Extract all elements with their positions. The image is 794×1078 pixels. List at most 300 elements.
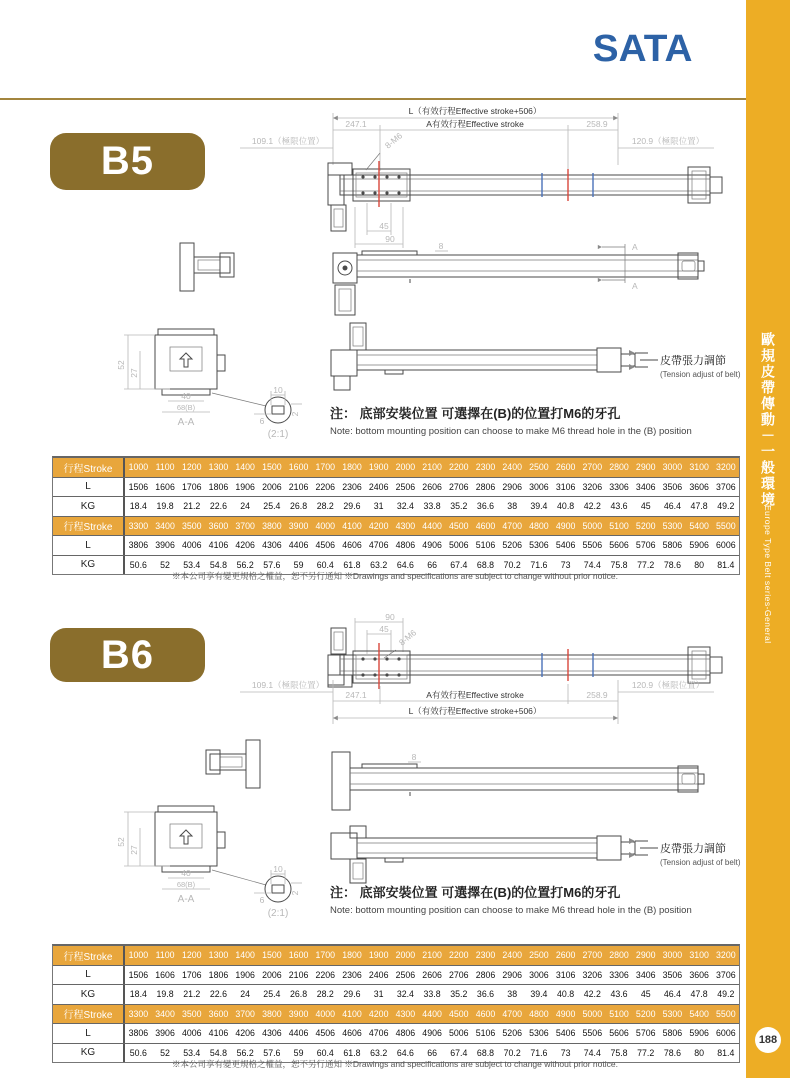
table-cell: 50.6	[129, 1047, 147, 1058]
table-cell: 4600	[475, 520, 496, 531]
table-cell: 5100	[609, 520, 629, 531]
dim-68b: 68(B)	[176, 403, 196, 412]
table-cell: 5300	[662, 520, 683, 531]
note-cn: 注： 底部安裝位置 可選擇在(B)的位置打M6的牙孔	[330, 885, 621, 900]
tension-label-cn: 皮帶張力調節	[660, 843, 726, 855]
table-cell: 77.2	[637, 1047, 655, 1058]
table-cell: 4906	[422, 1028, 442, 1039]
dim-40: 40	[181, 868, 191, 878]
table-cell: 50.6	[129, 559, 147, 570]
table-cell: 3106	[555, 969, 576, 980]
table-cell: 63.2	[370, 1047, 388, 1058]
table-cell: 1400	[235, 950, 255, 961]
table-cell: 35.2	[450, 501, 468, 512]
table-cell: 5306	[529, 1028, 549, 1039]
table-row-header	[53, 946, 739, 965]
table-cell: 3300	[128, 1008, 149, 1019]
table-cell: 4706	[368, 1028, 389, 1039]
table-cell: 5006	[449, 540, 469, 551]
table-cell: 4900	[555, 520, 576, 531]
table-cell: 52	[160, 559, 170, 570]
row-label: KG	[53, 985, 125, 1004]
table-cell: 1906	[235, 481, 255, 492]
table-cell: 66	[427, 1047, 437, 1058]
b6-section-view	[116, 806, 302, 919]
table-cell: 25.4	[263, 989, 281, 1000]
table-cell: 1806	[208, 481, 229, 492]
table-cell: 1906	[235, 969, 255, 980]
dim-8: 8	[438, 241, 444, 251]
table-cell: 78.6	[663, 559, 681, 570]
table-cell: 4500	[449, 520, 469, 531]
table-cell: 2600	[555, 950, 576, 961]
table-cell: 74.4	[583, 559, 601, 570]
table-cell: 4206	[235, 1028, 255, 1039]
table-cell: 5806	[662, 540, 683, 551]
table-cell: 5106	[475, 540, 496, 551]
table-cell: 1200	[181, 462, 202, 473]
table-cell: 1806	[208, 969, 229, 980]
table-cell: 42.2	[583, 501, 601, 512]
table-cell: 4306	[262, 1028, 282, 1039]
table-cell: 46.4	[663, 989, 681, 1000]
table-cell: 5300	[662, 1008, 683, 1019]
table-cell: 4806	[395, 540, 416, 551]
dim-stroke-label: A有效行程Effective stroke	[426, 119, 524, 129]
row-label: 行程Stroke	[53, 517, 125, 536]
table-cell: 3600	[208, 1008, 229, 1019]
table-cell: 71.6	[530, 1047, 548, 1058]
table-cell: 47.8	[690, 501, 708, 512]
table-cell: 4806	[395, 1028, 416, 1039]
table-cell: 3806	[128, 1028, 149, 1039]
table-cell: 2606	[422, 481, 442, 492]
table-cell: 19.8	[156, 989, 174, 1000]
row-label: KG	[53, 1044, 125, 1063]
row-label: KG	[53, 497, 125, 516]
table-cell: 1000	[128, 950, 149, 961]
table-cell: 3406	[635, 969, 656, 980]
table-cell: 2900	[635, 462, 656, 473]
table-cell: 4406	[288, 540, 309, 551]
table-cell: 52	[160, 1047, 170, 1058]
table-cell: 4200	[368, 1008, 389, 1019]
table-cell: 2706	[449, 969, 469, 980]
table-cell: 4906	[422, 540, 442, 551]
table-cell: 1200	[181, 950, 202, 961]
table-row-data	[53, 477, 739, 497]
table-cell: 4206	[235, 540, 255, 551]
table-cell: 47.8	[690, 989, 708, 1000]
table-cell: 4700	[502, 1008, 522, 1019]
note-en: Note: bottom mounting position can choose to make M6 thread hole in the (B) position	[330, 905, 692, 916]
table-cell: 1300	[208, 950, 229, 961]
table-cell: 1800	[342, 462, 362, 473]
table-cell: 3800	[262, 1008, 282, 1019]
table-cell: 4606	[342, 540, 362, 551]
table-row-data	[53, 984, 739, 1004]
table-cell: 28.2	[316, 989, 334, 1000]
table-cell: 3700	[235, 1008, 255, 1019]
table-cell: 39.4	[530, 501, 548, 512]
table-cell: 5400	[689, 1008, 709, 1019]
table-cell: 26.8	[290, 989, 308, 1000]
table-row-data	[53, 1023, 739, 1043]
table-cell: 4300	[395, 520, 416, 531]
table-cell: 3600	[208, 520, 229, 531]
dim-27: 27	[129, 368, 139, 378]
table-cell: 2706	[449, 481, 469, 492]
table-cell: 38	[507, 989, 518, 1000]
table-cell: 70.2	[503, 1047, 521, 1058]
table-cell: 5406	[555, 1028, 576, 1039]
table-cell: 2000	[395, 462, 416, 473]
dim-10: 10	[273, 864, 283, 874]
table-cell: 4800	[529, 1008, 549, 1019]
table-cell: 1600	[288, 462, 309, 473]
row-label: L	[53, 478, 125, 497]
table-cell: 1606	[155, 969, 175, 980]
dim-52: 52	[116, 837, 126, 847]
b5-plan-view	[240, 106, 722, 248]
table-cell: 2206	[315, 969, 336, 980]
table-row-header	[53, 1004, 739, 1024]
table-cell: 1500	[262, 950, 282, 961]
table-cell: 5006	[449, 1028, 469, 1039]
table-cell: 3906	[155, 1028, 175, 1039]
table-cell: 43.6	[610, 501, 628, 512]
dim-90: 90	[385, 234, 395, 244]
table-row-data	[53, 496, 739, 516]
table-cell: 33.8	[423, 989, 441, 1000]
table-cell: 4006	[181, 540, 202, 551]
table-cell: 31	[373, 501, 384, 512]
table-cell: 73	[560, 1047, 571, 1058]
table-cell: 4000	[315, 1008, 336, 1019]
dim-6: 6	[259, 895, 265, 905]
table-cell: 2100	[422, 462, 442, 473]
row-label: L	[53, 536, 125, 555]
table-cell: 5200	[635, 1008, 656, 1019]
table-cell: 2800	[609, 462, 629, 473]
dim-2: 2	[290, 890, 300, 896]
table-cell: 3406	[635, 481, 656, 492]
b6-technical-drawing	[50, 600, 750, 944]
dim-2: 2	[290, 411, 300, 417]
section-label: A-A	[177, 417, 195, 428]
table-cell: 3706	[716, 481, 736, 492]
table-cell: 57.6	[263, 559, 281, 570]
table-cell: 73	[560, 559, 571, 570]
section-badge-b5: B5	[50, 133, 205, 190]
page-number-badge: 188	[755, 1027, 781, 1053]
table-cell: 3506	[662, 969, 683, 980]
table-cell: 67.4	[450, 559, 468, 570]
table-cell: 3706	[716, 969, 736, 980]
table-cell: 5106	[475, 1028, 496, 1039]
table-row-data	[53, 535, 739, 555]
table-cell: 4100	[342, 1008, 362, 1019]
table-cell: 1600	[288, 950, 309, 961]
table-cell: 46.4	[663, 501, 681, 512]
b5-bottom-view	[331, 323, 741, 390]
table-cell: 3306	[609, 481, 629, 492]
table-cell: 3000	[662, 462, 683, 473]
limit-left-label: 109.1（極限位置）	[251, 136, 325, 146]
table-cell: 36.6	[476, 501, 495, 512]
table-cell: 2100	[422, 950, 442, 961]
b5-spec-table	[52, 456, 740, 575]
table-cell: 2506	[395, 481, 416, 492]
table-cell: 56.2	[236, 1047, 254, 1058]
table-cell: 2900	[635, 950, 656, 961]
table-cell: 2106	[288, 481, 309, 492]
limit-left-label: 109.1（極限位置）	[251, 680, 325, 690]
table-cell: 1500	[262, 462, 282, 473]
table-cell: 5200	[635, 520, 656, 531]
table-cell: 3106	[555, 481, 576, 492]
table-cell: 4406	[288, 1028, 309, 1039]
table-cell: 1400	[235, 462, 255, 473]
table-cell: 3000	[662, 950, 683, 961]
table-cell: 4106	[208, 1028, 229, 1039]
table-cell: 4300	[395, 1008, 416, 1019]
table-cell: 71.6	[530, 559, 548, 570]
table-cell: 19.8	[156, 501, 174, 512]
table-cell: 32.4	[396, 501, 414, 512]
b5-technical-drawing	[50, 103, 750, 453]
row-label: 行程Stroke	[53, 946, 125, 965]
table-cell: 3100	[689, 950, 709, 961]
table-cell: 2600	[555, 462, 576, 473]
row-label: KG	[53, 556, 125, 575]
table-cell: 4306	[262, 540, 282, 551]
table-row-data	[53, 965, 739, 985]
table-cell: 40.8	[557, 501, 575, 512]
dim-45: 45	[379, 221, 389, 231]
table-cell: 80	[694, 559, 705, 570]
table-cell: 3900	[288, 520, 309, 531]
table-cell: 5500	[716, 1008, 736, 1019]
table-cell: 5806	[662, 1028, 683, 1039]
table-cell: 2006	[262, 481, 282, 492]
table-cell: 54.8	[209, 559, 228, 570]
table-cell: 5906	[689, 540, 709, 551]
table-cell: 2200	[449, 950, 469, 961]
table-cell: 3500	[181, 520, 202, 531]
table-cell: 1000	[128, 462, 149, 473]
section-mark-bottom: A	[632, 281, 638, 291]
table-cell: 2700	[582, 462, 603, 473]
table-cell: 3306	[609, 969, 629, 980]
sidebar	[746, 0, 790, 1078]
dim-45: 45	[379, 624, 389, 634]
table-cell: 6006	[716, 1028, 736, 1039]
table-cell: 2806	[475, 969, 496, 980]
table-cell: 5206	[502, 1028, 522, 1039]
table-cell: 5506	[582, 540, 603, 551]
table-cell: 5406	[555, 540, 576, 551]
table-cell: 53.4	[183, 1047, 201, 1058]
dim-stroke-label: A有效行程Effective stroke	[426, 690, 524, 700]
table-cell: 3506	[662, 481, 683, 492]
table-cell: 3200	[716, 462, 736, 473]
table-cell: 45	[640, 501, 651, 512]
note-en: Note: bottom mounting position can choose to make M6 thread hole in the (B) position	[330, 426, 692, 437]
table-cell: 3800	[262, 520, 282, 531]
table-cell: 70.2	[503, 559, 521, 570]
table-cell: 35.2	[450, 989, 468, 1000]
dim-10: 10	[273, 385, 283, 395]
table-cell: 2500	[529, 950, 549, 961]
table-cell: 5400	[689, 520, 709, 531]
detail-scale: (2:1)	[267, 429, 289, 440]
table-cell: 2306	[342, 969, 362, 980]
table-cell: 1506	[128, 969, 149, 980]
table-cell: 4200	[368, 520, 389, 531]
table-cell: 4006	[181, 1028, 202, 1039]
table-cell: 2300	[475, 950, 496, 961]
table-cell: 68.8	[476, 559, 495, 570]
table-cell: 59	[293, 1047, 304, 1058]
table-cell: 60.4	[316, 1047, 334, 1058]
header-divider	[0, 98, 746, 100]
table-cell: 77.2	[637, 559, 655, 570]
table-cell: 66	[427, 559, 437, 570]
table-cell: 2106	[288, 969, 309, 980]
table-cell: 2606	[422, 969, 442, 980]
table-cell: 1700	[315, 950, 336, 961]
table-cell: 3500	[181, 1008, 202, 1019]
table-cell: 2700	[582, 950, 603, 961]
table-cell: 18.4	[129, 501, 147, 512]
table-cell: 1506	[128, 481, 149, 492]
table-cell: 39.4	[530, 989, 548, 1000]
dim-front: 247.1	[345, 690, 367, 700]
table-cell: 54.8	[209, 1047, 228, 1058]
b6-plan-view	[240, 612, 722, 724]
table-cell: 1900	[368, 950, 389, 961]
table-cell: 61.8	[343, 559, 361, 570]
table-cell: 81.4	[717, 1047, 735, 1058]
table-cell: 5306	[529, 540, 549, 551]
table-cell: 3206	[582, 969, 603, 980]
section-badge-b6: B6	[50, 628, 205, 682]
dim-90: 90	[385, 612, 395, 622]
table-cell: 75.8	[610, 559, 628, 570]
table-cell: 4600	[475, 1008, 496, 1019]
dim-68b: 68(B)	[176, 880, 196, 889]
table-cell: 4706	[368, 540, 389, 551]
table-cell: 36.6	[476, 989, 495, 1000]
b6-note	[330, 885, 692, 916]
table-cell: 4900	[555, 1008, 576, 1019]
table-cell: 4400	[422, 1008, 442, 1019]
table-cell: 4400	[422, 520, 442, 531]
b6-disclaimer: ※本公司享有變更規格之權益，恕不另行通知 ※Drawings and specifications are subject to change without prior notice.	[172, 1059, 618, 1069]
table-cell: 2806	[475, 481, 496, 492]
table-cell: 3700	[235, 520, 255, 531]
table-cell: 3606	[689, 969, 709, 980]
table-cell: 26.8	[290, 501, 308, 512]
b6-spec-table	[52, 944, 740, 1063]
dim-8: 8	[411, 752, 417, 762]
table-cell: 68.8	[476, 1047, 495, 1058]
dim-front: 247.1	[345, 119, 367, 129]
tension-label-en: (Tension adjust of belt)	[660, 858, 741, 867]
table-cell: 40.8	[557, 989, 575, 1000]
table-cell: 5706	[635, 1028, 656, 1039]
table-cell: 3906	[155, 540, 175, 551]
table-cell: 24	[240, 501, 251, 512]
b6-bottom-view	[331, 826, 741, 883]
table-cell: 2006	[262, 969, 282, 980]
table-cell: 49.2	[717, 989, 735, 1000]
table-cell: 3900	[288, 1008, 309, 1019]
table-cell: 5906	[689, 1028, 709, 1039]
dim-total-label: L（有效行程Effective stroke+506）	[408, 106, 542, 116]
b5-motor-end-view	[180, 243, 234, 291]
note-cn: 注： 底部安裝位置 可選擇在(B)的位置打M6的牙孔	[330, 406, 621, 421]
table-cell: 78.6	[663, 1047, 681, 1058]
table-cell: 49.2	[717, 501, 735, 512]
table-cell: 24	[240, 989, 251, 1000]
dim-27: 27	[129, 845, 139, 855]
b6-motor-end-view	[206, 740, 260, 788]
dim-total-label: L（有效行程Effective stroke+506）	[408, 706, 542, 716]
table-cell: 32.4	[396, 989, 414, 1000]
table-cell: 5706	[635, 540, 656, 551]
table-cell: 2906	[502, 481, 522, 492]
table-cell: 3006	[529, 969, 549, 980]
table-cell: 18.4	[129, 989, 147, 1000]
table-cell: 3606	[689, 481, 709, 492]
b5-note	[330, 406, 692, 437]
table-cell: 2400	[502, 950, 522, 961]
table-cell: 29.6	[343, 501, 361, 512]
table-cell: 2906	[502, 969, 522, 980]
table-cell: 2400	[502, 462, 522, 473]
table-cell: 38	[507, 501, 518, 512]
table-cell: 45	[640, 989, 651, 1000]
table-cell: 59	[293, 559, 304, 570]
table-cell: 5206	[502, 540, 522, 551]
table-cell: 31	[373, 989, 384, 1000]
table-cell: 4500	[449, 1008, 469, 1019]
table-row-header	[53, 458, 739, 477]
table-cell: 3200	[716, 950, 736, 961]
table-cell: 2200	[449, 462, 469, 473]
table-cell: 21.2	[183, 501, 201, 512]
table-cell: 42.2	[583, 989, 601, 1000]
table-cell: 2406	[368, 969, 389, 980]
table-cell: 1900	[368, 462, 389, 473]
detail-scale: (2:1)	[267, 908, 289, 919]
table-cell: 81.4	[717, 559, 735, 570]
table-cell: 60.4	[316, 559, 334, 570]
b5-section-view	[116, 329, 302, 440]
b6-side-view	[332, 752, 704, 810]
sidebar-title-cn: 歐規皮帶傳動－一般環境	[760, 332, 776, 508]
dim-rear: 258.9	[586, 690, 608, 700]
table-cell: 3400	[155, 520, 175, 531]
table-cell: 5000	[582, 520, 603, 531]
dim-rear: 258.9	[586, 119, 608, 129]
table-cell: 3100	[689, 462, 709, 473]
table-cell: 1100	[155, 950, 175, 961]
table-cell: 4100	[342, 520, 362, 531]
row-label: 行程Stroke	[53, 458, 125, 477]
